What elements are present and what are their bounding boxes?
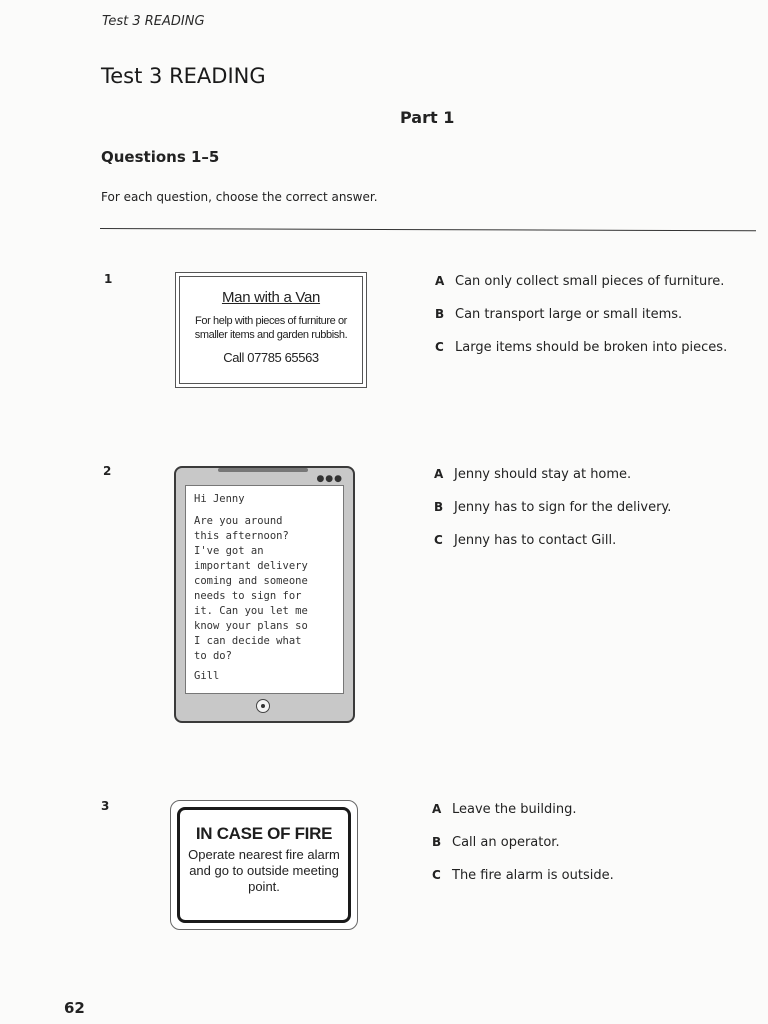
answer-options [435, 274, 727, 373]
page-title: Test 3 READING [101, 64, 266, 88]
option-text: Jenny has to sign for the delivery. [454, 500, 672, 515]
phone-illustration [174, 466, 355, 723]
part-heading: Part 1 [400, 108, 455, 127]
option-letter: A [432, 802, 442, 816]
message-signoff: Gill [194, 670, 220, 682]
instruction-text: For each question, choose the correct answer. [101, 190, 378, 204]
answer-option[interactable] [432, 868, 614, 901]
camera-icon: ●●● [316, 474, 343, 484]
van-notice [175, 272, 367, 388]
answer-option[interactable] [435, 307, 727, 340]
page-number: 62 [64, 999, 85, 1017]
option-letter: B [435, 307, 445, 321]
answer-option[interactable] [432, 802, 614, 835]
answer-option[interactable] [435, 340, 727, 373]
option-text: Large items should be broken into pieces. [455, 340, 728, 355]
sign-body: Operate nearest fire alarm and go to outside meeting point. [188, 847, 340, 894]
answer-option[interactable] [432, 835, 614, 868]
option-letter: B [432, 835, 442, 849]
message-greeting: Hi Jenny [194, 493, 245, 505]
answer-option[interactable] [434, 500, 671, 533]
divider [100, 228, 756, 231]
notice-title: Man with a Van [221, 289, 321, 306]
option-letter: C [434, 533, 443, 547]
message-body: Are you around this afternoon? I've got an important delivery coming and someone needs to sign for it. Can you let me know your plans so I can decide what to do? [194, 515, 308, 662]
answer-options [434, 467, 671, 566]
option-letter: A [435, 274, 445, 288]
question-number: 3 [101, 799, 110, 813]
option-text: Can transport large or small items. [455, 307, 683, 322]
phone-screen [185, 485, 344, 694]
option-letter: C [435, 340, 444, 354]
option-text: The fire alarm is outside. [452, 868, 614, 883]
answer-options [432, 802, 614, 901]
option-text: Jenny should stay at home. [454, 467, 632, 482]
sign-title: IN CASE OF FIRE [195, 824, 333, 843]
home-button-icon [256, 699, 270, 713]
option-text: Jenny has to contact Gill. [454, 533, 617, 548]
running-head: Test 3 READING [102, 14, 205, 29]
notice-body: For help with pieces of furniture or smaller items and garden rubbish. [194, 315, 348, 341]
option-text: Call an operator. [452, 835, 560, 850]
fire-sign [170, 800, 358, 930]
questions-heading: Questions 1–5 [101, 148, 220, 166]
phone-speaker [218, 468, 308, 472]
answer-option[interactable] [435, 274, 727, 307]
question-number: 1 [104, 272, 113, 286]
option-letter: C [432, 868, 441, 882]
answer-option[interactable] [434, 467, 671, 500]
notice-phone: Call 07785 65563 [223, 350, 319, 365]
answer-option[interactable] [434, 533, 671, 566]
question-number: 2 [103, 464, 112, 478]
option-text: Leave the building. [452, 802, 577, 817]
option-text: Can only collect small pieces of furniture. [455, 274, 725, 289]
option-letter: B [434, 500, 444, 514]
option-letter: A [434, 467, 444, 481]
